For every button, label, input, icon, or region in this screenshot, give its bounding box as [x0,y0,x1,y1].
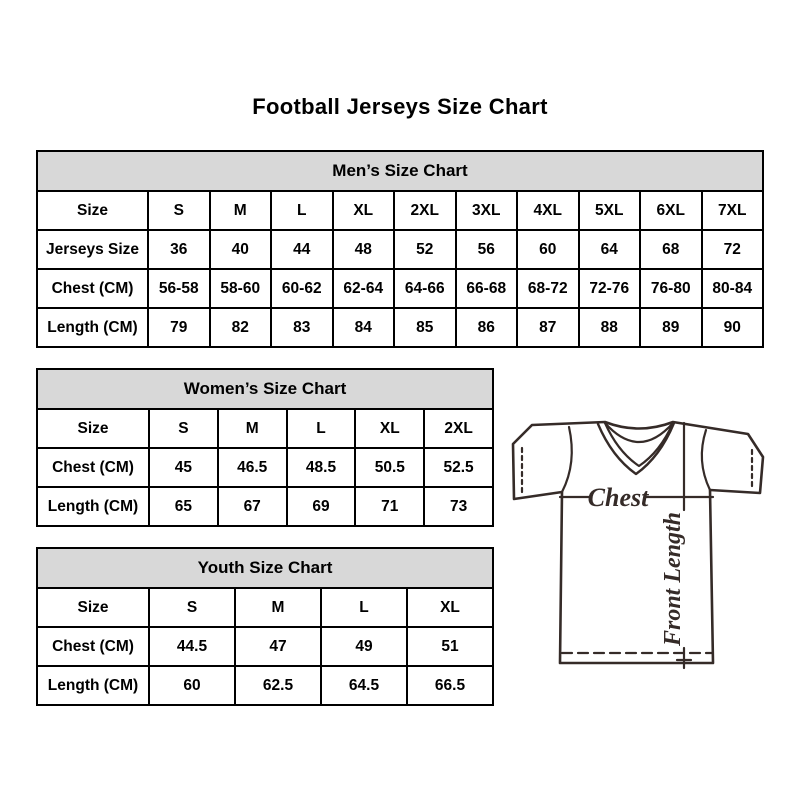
size-cell: 83 [271,308,333,347]
size-cell: XL [407,588,493,627]
size-cell: 60 [149,666,235,705]
size-cell: 64-66 [394,269,456,308]
size-cell: 49 [321,627,407,666]
size-cell: 40 [210,230,272,269]
youth-size-table [36,547,494,706]
youth-table-title: Youth Size Chart [36,547,494,587]
size-cell: M [210,191,272,230]
table-row [37,588,493,627]
size-cell: 4XL [517,191,579,230]
size-cell: 76-80 [640,269,702,308]
size-cell: 68-72 [517,269,579,308]
size-cell: S [149,409,218,448]
row-label: Chest (CM) [37,269,148,308]
size-cell: 60-62 [271,269,333,308]
row-label: Chest (CM) [37,627,149,666]
table-row [37,409,493,448]
size-cell: 64.5 [321,666,407,705]
size-cell: 44.5 [149,627,235,666]
size-cell: 71 [355,487,424,526]
size-cell: 87 [517,308,579,347]
size-cell: 69 [287,487,356,526]
size-cell: S [149,588,235,627]
size-cell: 72 [702,230,764,269]
size-cell: 73 [424,487,493,526]
table-row [37,269,763,308]
size-cell: 48 [333,230,395,269]
size-cell: 89 [640,308,702,347]
size-cell: 56-58 [148,269,210,308]
size-cell: L [271,191,333,230]
size-cell: XL [333,191,395,230]
size-cell: 90 [702,308,764,347]
table-row [37,308,763,347]
table-row [37,191,763,230]
jersey-outline [513,422,763,663]
size-cell: L [287,409,356,448]
mens-table-title: Men’s Size Chart [36,150,764,190]
size-cell: 58-60 [210,269,272,308]
size-cell: 52 [394,230,456,269]
size-cell: 44 [271,230,333,269]
size-cell: 5XL [579,191,641,230]
size-cell: 80-84 [702,269,764,308]
size-cell: 62.5 [235,666,321,705]
size-cell: 82 [210,308,272,347]
size-cell: 79 [148,308,210,347]
size-cell: 72-76 [579,269,641,308]
size-cell: 46.5 [218,448,287,487]
size-cell: M [218,409,287,448]
row-label: Size [37,409,149,448]
size-cell: 65 [149,487,218,526]
size-cell: 68 [640,230,702,269]
size-cell: 36 [148,230,210,269]
size-cell: 51 [407,627,493,666]
size-cell: 85 [394,308,456,347]
row-label: Chest (CM) [37,448,149,487]
row-label: Size [37,588,149,627]
size-cell: 56 [456,230,518,269]
size-cell: 66.5 [407,666,493,705]
size-cell: 2XL [394,191,456,230]
womens-size-table [36,368,494,527]
size-cell: 7XL [702,191,764,230]
size-cell: 62-64 [333,269,395,308]
table-row [37,448,493,487]
size-cell: S [148,191,210,230]
size-cell: 86 [456,308,518,347]
size-cell: XL [355,409,424,448]
size-cell: 88 [579,308,641,347]
size-cell: 47 [235,627,321,666]
row-label: Length (CM) [37,308,148,347]
size-cell: L [321,588,407,627]
size-cell: M [235,588,321,627]
size-cell: 64 [579,230,641,269]
row-label: Length (CM) [37,666,149,705]
womens-table-title: Women’s Size Chart [36,368,494,408]
jersey-measurement-diagram [505,413,795,713]
table-row [37,487,493,526]
size-cell: 3XL [456,191,518,230]
youth-table [36,587,494,706]
mens-size-table [36,150,764,348]
mens-table [36,190,764,348]
size-cell: 67 [218,487,287,526]
page-title: Football Jerseys Size Chart [252,94,548,119]
size-cell: 84 [333,308,395,347]
chest-label: Chest [587,483,649,512]
row-label: Size [37,191,148,230]
size-cell: 2XL [424,409,493,448]
size-cell: 48.5 [287,448,356,487]
table-row [37,627,493,666]
table-row [37,666,493,705]
table-row [37,230,763,269]
row-label: Length (CM) [37,487,149,526]
size-cell: 60 [517,230,579,269]
size-cell: 50.5 [355,448,424,487]
row-label: Jerseys Size [37,230,148,269]
size-cell: 6XL [640,191,702,230]
size-cell: 52.5 [424,448,493,487]
front-length-label: Front Length [660,511,686,647]
size-cell: 45 [149,448,218,487]
jersey-diagram-svg [505,413,795,713]
size-cell: 66-68 [456,269,518,308]
womens-table [36,408,494,527]
